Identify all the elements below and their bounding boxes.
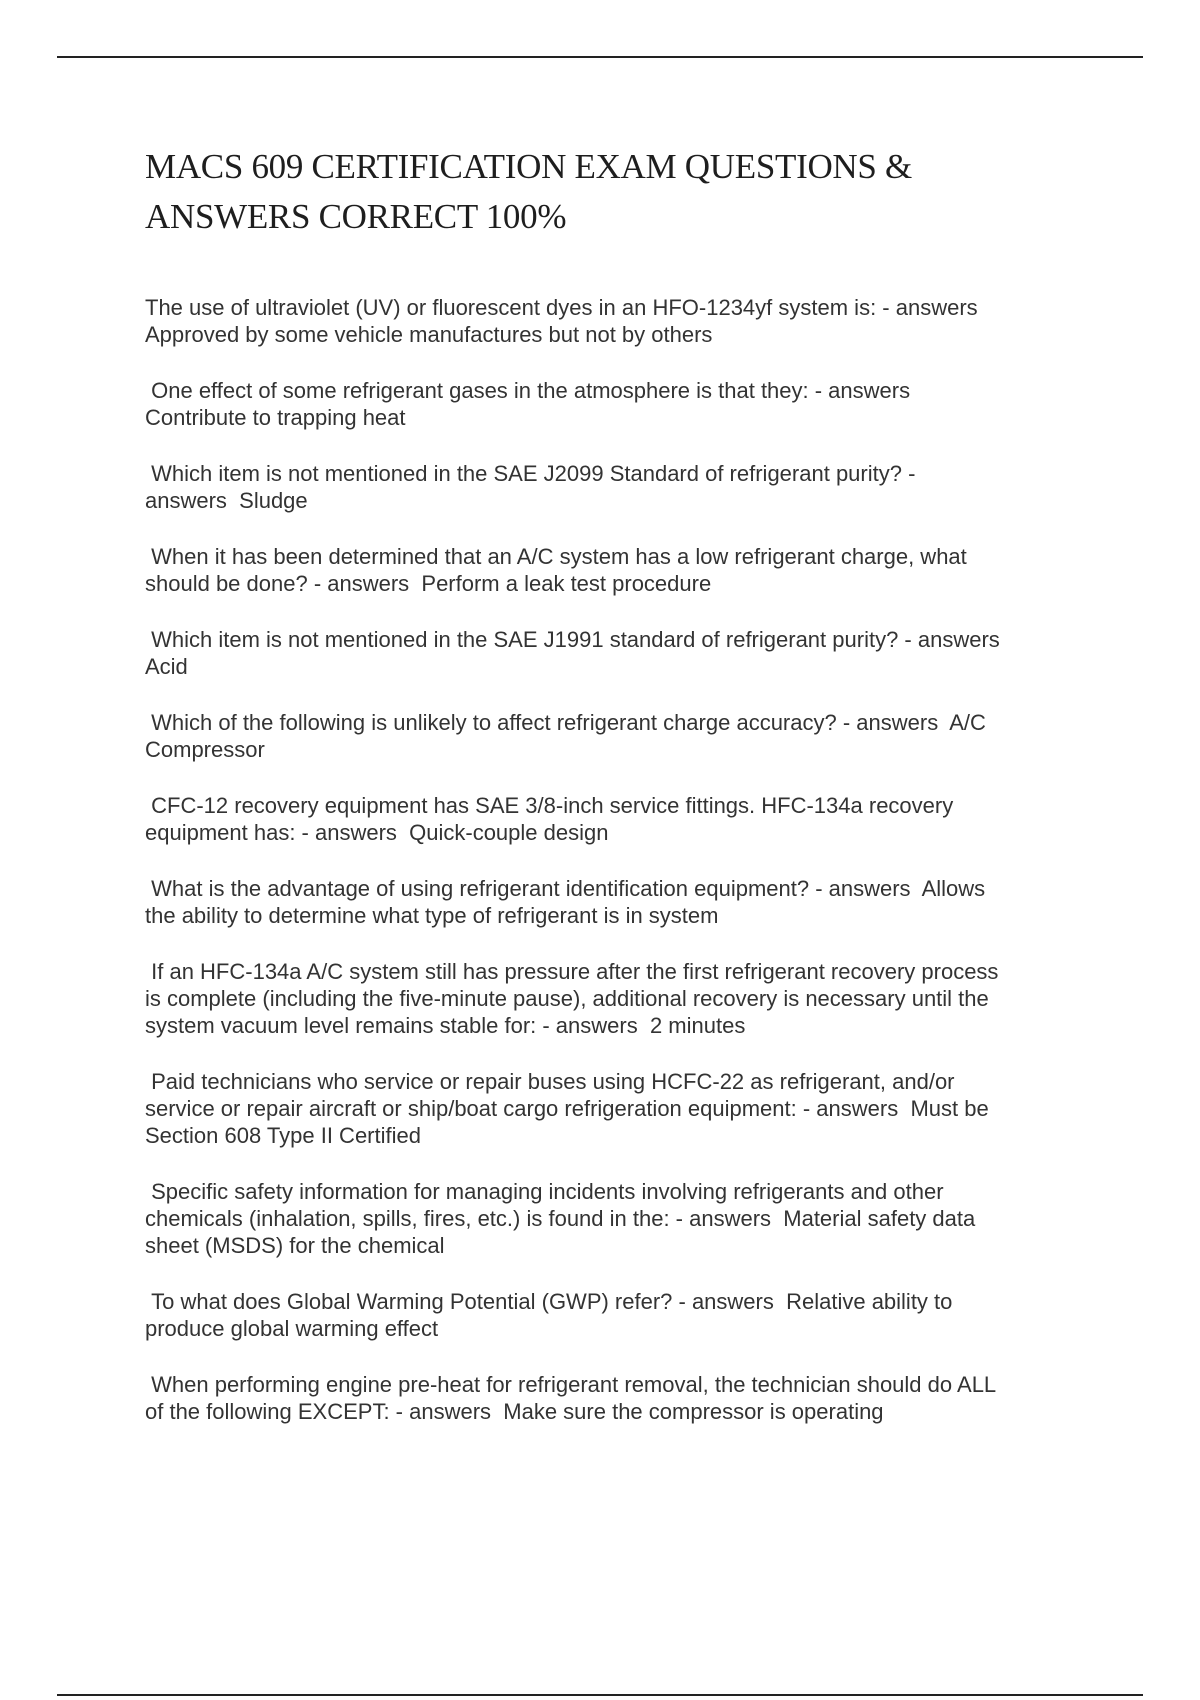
qa-item-10: Paid technicians who service or repair buses using HCFC-22 as refrigerant, and/or service or repair aircraft or ship/boat cargo refrigeration equipment: - answers Must be Section 608 Type II Certified	[145, 1069, 989, 1148]
qa-item-7: CFC-12 recovery equipment has SAE 3/8-inch service fittings. HFC-134a recovery equipment has: - answers Quick-couple design	[145, 793, 954, 845]
qa-item-3: Which item is not mentioned in the SAE J2099 Standard of refrigerant purity? - answers Sludge	[145, 461, 916, 513]
question-answer-list	[145, 294, 1105, 1454]
qa-item-12: To what does Global Warming Potential (GWP) refer? - answers Relative ability to produce global warming effect	[145, 1289, 953, 1341]
qa-item-6: Which of the following is unlikely to affect refrigerant charge accuracy? - answers A/C Compressor	[145, 710, 986, 762]
qa-item-5: Which item is not mentioned in the SAE J1991 standard of refrigerant purity? - answers Acid	[145, 627, 1000, 679]
title-line-2: ANSWERS CORRECT 100%	[145, 197, 567, 236]
qa-item-8: What is the advantage of using refrigerant identification equipment? - answers Allows the ability to determine what type of refrigerant is in system	[145, 876, 986, 928]
qa-item-11: Specific safety information for managing incidents involving refrigerants and other chemicals (inhalation, spills, fires, etc.) is found in the: - answers Material safety data sheet (MSDS) for the chemical	[145, 1179, 976, 1258]
top-rule	[57, 56, 1143, 58]
qa-item-2: One effect of some refrigerant gases in the atmosphere is that they: - answers Contribute to trapping heat	[145, 378, 911, 430]
qa-item-1: The use of ultraviolet (UV) or fluorescent dyes in an HFO-1234yf system is: - answers Approved by some vehicle manufactures but not by others	[145, 295, 978, 347]
bottom-rule	[57, 1694, 1143, 1696]
document-title	[145, 142, 1105, 242]
title-line-1: MACS 609 CERTIFICATION EXAM QUESTIONS &	[145, 147, 912, 186]
qa-item-13: When performing engine pre-heat for refrigerant removal, the technician should do ALL of the following EXCEPT: - answers Make sure the compressor is operating	[145, 1372, 997, 1424]
qa-item-4: When it has been determined that an A/C system has a low refrigerant charge, what should be done? - answers Perform a leak test procedure	[145, 544, 967, 596]
qa-item-9: If an HFC-134a A/C system still has pressure after the first refrigerant recovery process is complete (including the five-minute pause), additional recovery is necessary until the system vacuum level remains stable for: - answers 2 minutes	[145, 959, 999, 1038]
